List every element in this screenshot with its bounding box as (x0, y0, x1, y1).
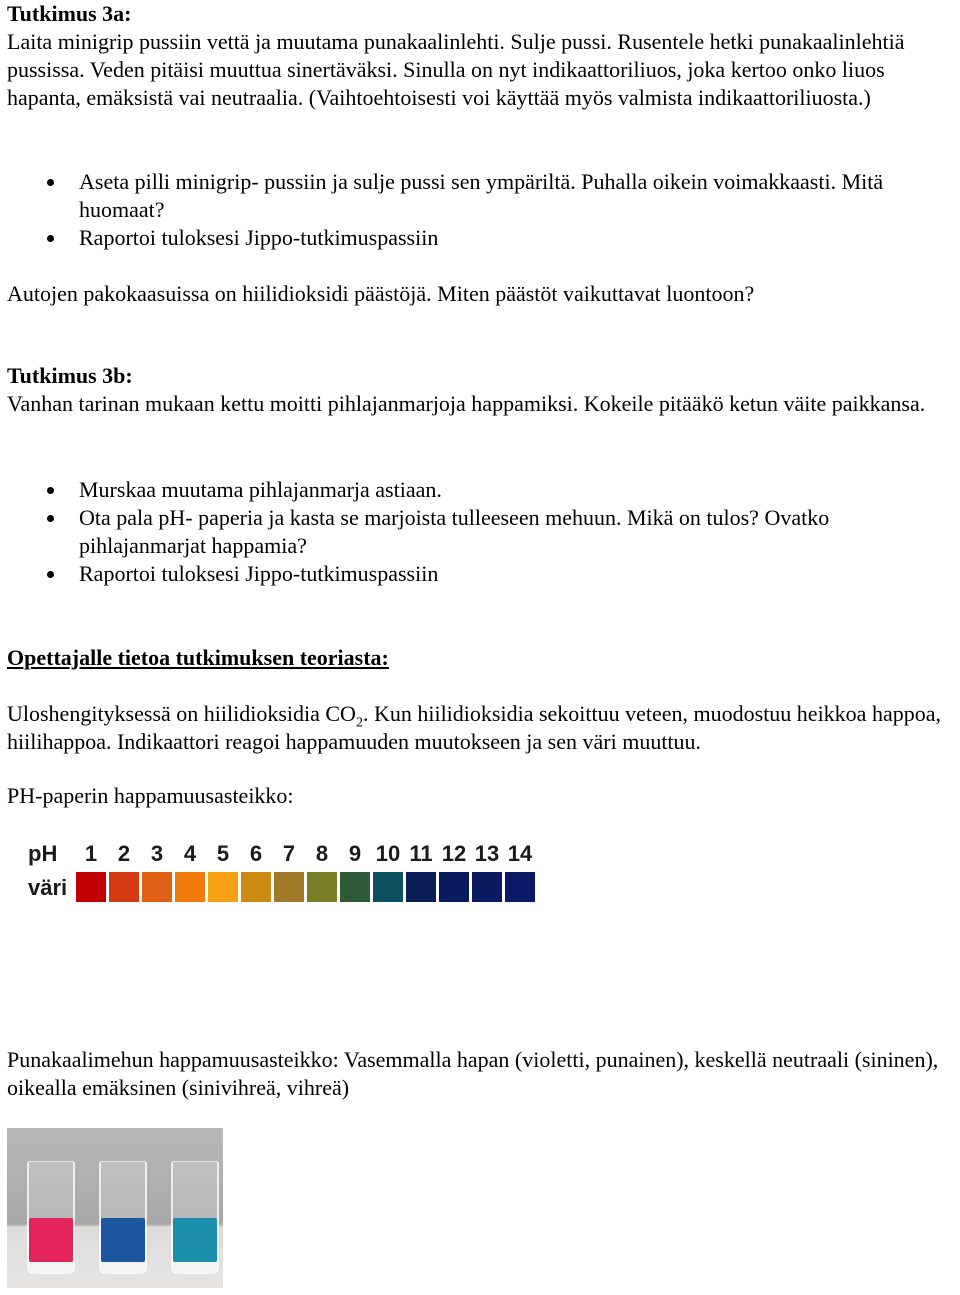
exhaust-note: Autojen pakokaasuissa on hiilidioksidi päästöjä. Miten päästöt vaikuttavat luontoon? (7, 281, 755, 306)
bullet-icon (47, 235, 54, 242)
ph-number: 11 (409, 841, 433, 866)
ph-number: 13 (474, 841, 500, 866)
ph-color-swatch (472, 872, 502, 902)
ph-number: 14 (507, 841, 533, 866)
ph-number: 9 (348, 841, 362, 866)
tutkimus-3a-body: Laita minigrip pussiin vettä ja muutama punakaalinlehti. Sulje pussi. Rusentele hetki punakaalinlehtiä pussissa. Veden pitäisi muuttua sinertäväksi. Sinulla on nyt indikaattoriliuos, joka kertoo onko liuos hapanta, emäksistä vai neutraalia. (Vaihtoehtoisesti voi käyttää myös valmista indikaattoriliuosta.) (7, 29, 905, 110)
color-label: väri (28, 875, 68, 900)
indicator-glasses-photo (7, 1128, 223, 1288)
heading-tutkimus-3b: Tutkimus 3b: (7, 363, 133, 388)
ph-scale-title: PH-paperin happamuusasteikko: (7, 783, 294, 808)
list-item: Ota pala pH- paperia ja kasta se marjoista tulleeseen mehuun. Mikä on tulos? Ovatko pihlajanmarjat happamia? (7, 504, 954, 560)
list-item: Aseta pilli minigrip- pussiin ja sulje pussi sen ympäriltä. Puhalla oikein voimakkaasti. Mitä huomaat? (7, 168, 954, 224)
liquid (29, 1218, 73, 1262)
ph-color-swatch (439, 872, 469, 902)
ph-label: pH (28, 841, 58, 866)
ph-number: 6 (249, 841, 263, 866)
glass-basic (171, 1161, 219, 1274)
ph-number: 3 (150, 841, 164, 866)
list-item: Murskaa muutama pihlajanmarja astiaan. (7, 476, 954, 504)
ph-color-swatch (142, 872, 172, 902)
bullet-icon (47, 515, 54, 522)
ph-color-swatch (373, 872, 403, 902)
ph-color-swatch (241, 872, 271, 902)
ph-scale (28, 838, 548, 908)
liquid (173, 1218, 217, 1262)
teacher-text: Uloshengityksessä on hiilidioksidia $CO_2$. Kun hiilidioksidia sekoittuu veteen, muodostuu heikkoa happoa, hiilihappoa. Indikaattori reagoi happamuuden muutokseen ja sen väri muuttuu. (7, 701, 941, 754)
bullet-icon (47, 179, 54, 186)
ph-color-swatch (175, 872, 205, 902)
tutkimus-3b-bullets (7, 476, 954, 588)
co2-subscript: 2 (355, 715, 363, 731)
heading-tutkimus-3a: Tutkimus 3a: (7, 1, 132, 26)
bullet-icon (47, 487, 54, 494)
tutkimus-3a-bullets (7, 168, 954, 252)
ph-number: 12 (441, 841, 467, 866)
glass-acidic (27, 1161, 75, 1274)
red-cabbage-scale-text: Punakaalimehun happamuusasteikko: Vasemmalla hapan (violetti, punainen), keskellä neutraali (sininen), oikealla emäksinen (sinivihreä, vihreä) (7, 1047, 939, 1100)
ph-color-swatch (208, 872, 238, 902)
ph-number: 1 (84, 841, 98, 866)
ph-number: 7 (282, 841, 296, 866)
ph-color-swatch (274, 872, 304, 902)
list-item: Raportoi tuloksesi Jippo-tutkimuspassiin (7, 560, 954, 588)
ph-color-swatch (505, 872, 535, 902)
glass-neutral (99, 1161, 147, 1274)
ph-number: 8 (315, 841, 329, 866)
ph-color-swatch (406, 872, 436, 902)
ph-number: 10 (375, 841, 401, 866)
bullet-icon (47, 571, 54, 578)
ph-color-swatch (307, 872, 337, 902)
ph-color-swatch (76, 872, 106, 902)
ph-number: 5 (216, 841, 230, 866)
ph-number: 2 (117, 841, 131, 866)
ph-color-swatch (109, 872, 139, 902)
ph-number: 4 (183, 841, 197, 866)
list-item: Raportoi tuloksesi Jippo-tutkimuspassiin (7, 224, 954, 252)
ph-color-swatch (340, 872, 370, 902)
teacher-heading: Opettajalle tietoa tutkimuksen teoriasta: (7, 645, 389, 670)
tutkimus-3b-body: Vanhan tarinan mukaan kettu moitti pihlajanmarjoja happamiksi. Kokeile pitääkö ketun väite paikkansa. (7, 391, 926, 416)
liquid (101, 1218, 145, 1262)
